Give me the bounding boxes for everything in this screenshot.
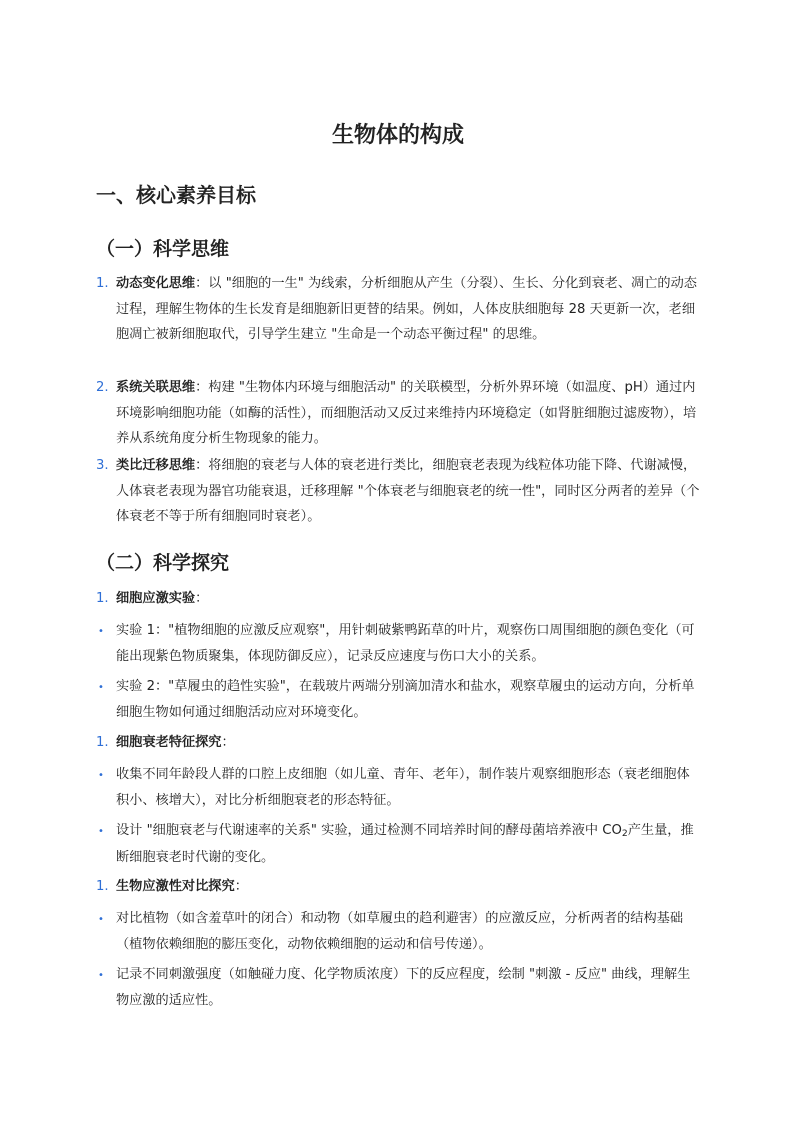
list-number: 1. <box>96 735 109 750</box>
bullet-dot-icon: • <box>98 826 104 837</box>
bullet-dot-icon: • <box>98 626 104 637</box>
list-number: 1. <box>96 879 109 894</box>
bullet-dot-icon: • <box>98 770 104 781</box>
section-heading-core-goals: 一、核心素养目标 <box>96 183 256 207</box>
item-label: 生物应激性对比探究 <box>116 879 235 894</box>
list-item: 1. 细胞衰老特征探究： <box>96 730 700 756</box>
list-item: 1. 生物应激性对比探究： <box>96 874 700 900</box>
bullet-text: 对比植物（如含羞草叶的闭合）和动物（如草履虫的趋利避害）的应激反应，分析两者的结构基础（植物依赖细胞的膨压变化，动物依赖细胞的运动和信号传递）。 <box>116 911 684 952</box>
bullet-item <box>96 818 700 870</box>
bullet-text: 实验 1："植物细胞的应激反应观察"，用针刺破紫鸭跖草的叶片，观察伤口周围细胞的颜色变化（可能出现紫色物质聚集，体现防御反应），记录反应速度与伤口大小的关系。 <box>116 623 695 664</box>
subsection-heading-scientific-thinking: （一）科学思维 <box>96 238 230 260</box>
list-item <box>96 375 700 452</box>
item-text: ：以 "细胞的一生" 为线索，分析细胞从产生（分裂）、生长、分化到衰老、凋亡的动态过程，理解生物体的生长发育是细胞新旧更替的结果。例如，人体皮肤细胞每 28 天更新一次，老细胞凋亡被新细胞取代，引导学生建立 "生命是一个动态平衡过程" 的思维。 <box>116 276 697 342</box>
item-text: ：构建 "生物体内环境与细胞活动" 的关联模型，分析外界环境（如温度、pH）通过内环境影响细胞功能（如酶的活性），而细胞活动又反过来维持内环境稳定（如肾脏细胞过滤废物），培养从系统角度分析生物现象的能力。 <box>116 380 697 446</box>
bullet-text: 记录不同刺激强度（如触碰力度、化学物质浓度）下的反应程度，绘制 "刺激 - 反应" 曲线，理解生物应激的适应性。 <box>116 967 691 1008</box>
subsection-heading-scientific-inquiry: （二）科学探究 <box>96 552 230 574</box>
item-label: 系统关联思维 <box>116 380 196 395</box>
bullet-item <box>96 906 700 957</box>
item-text: ：将细胞的衰老与人体的衰老进行类比，细胞衰老表现为线粒体功能下降、代谢减慢，人体衰老表现为器官功能衰退，迁移理解 "个体衰老与细胞衰老的统一性"，同时区分两者的差异（个体衰老不等于所有细胞同时衰老）。 <box>116 458 700 524</box>
list-number: 3. <box>96 458 109 473</box>
bullet-dot-icon: • <box>98 682 104 693</box>
bullet-item <box>96 962 700 1013</box>
list-item: 1. 细胞应激实验： <box>96 586 700 612</box>
bullet-item <box>96 762 700 813</box>
bullet-dot-icon: • <box>98 970 104 981</box>
list-number: 1. <box>96 276 109 291</box>
list-number: 2. <box>96 380 109 395</box>
item-label: 类比迁移思维 <box>116 458 196 473</box>
list-item <box>96 453 700 530</box>
list-item <box>96 271 700 348</box>
document-title: 生物体的构成 <box>331 123 464 148</box>
bullet-dot-icon: • <box>98 914 104 925</box>
bullet-text: 收集不同年龄段人群的口腔上皮细胞（如儿童、青年、老年），制作装片观察细胞形态（衰老细胞体积小、核增大），对比分析细胞衰老的形态特征。 <box>116 767 690 808</box>
item-label: 动态变化思维 <box>116 276 196 291</box>
bullet-item <box>96 618 700 669</box>
item-label: 细胞衰老特征探究 <box>116 735 222 750</box>
bullet-item <box>96 674 700 725</box>
bullet-text: 设计 "细胞衰老与代谢速率的关系" 实验，通过检测不同培养时间的酵母菌培养液中 CO2产生量，推断细胞衰老时代谢的变化。 <box>116 823 694 865</box>
list-number: 1. <box>96 591 109 606</box>
item-label: 细胞应激实验 <box>116 591 196 606</box>
bullet-text: 实验 2："草履虫的趋性实验"，在载玻片两端分别滴加清水和盐水，观察草履虫的运动方向，分析单细胞生物如何通过细胞活动应对环境变化。 <box>116 679 695 720</box>
